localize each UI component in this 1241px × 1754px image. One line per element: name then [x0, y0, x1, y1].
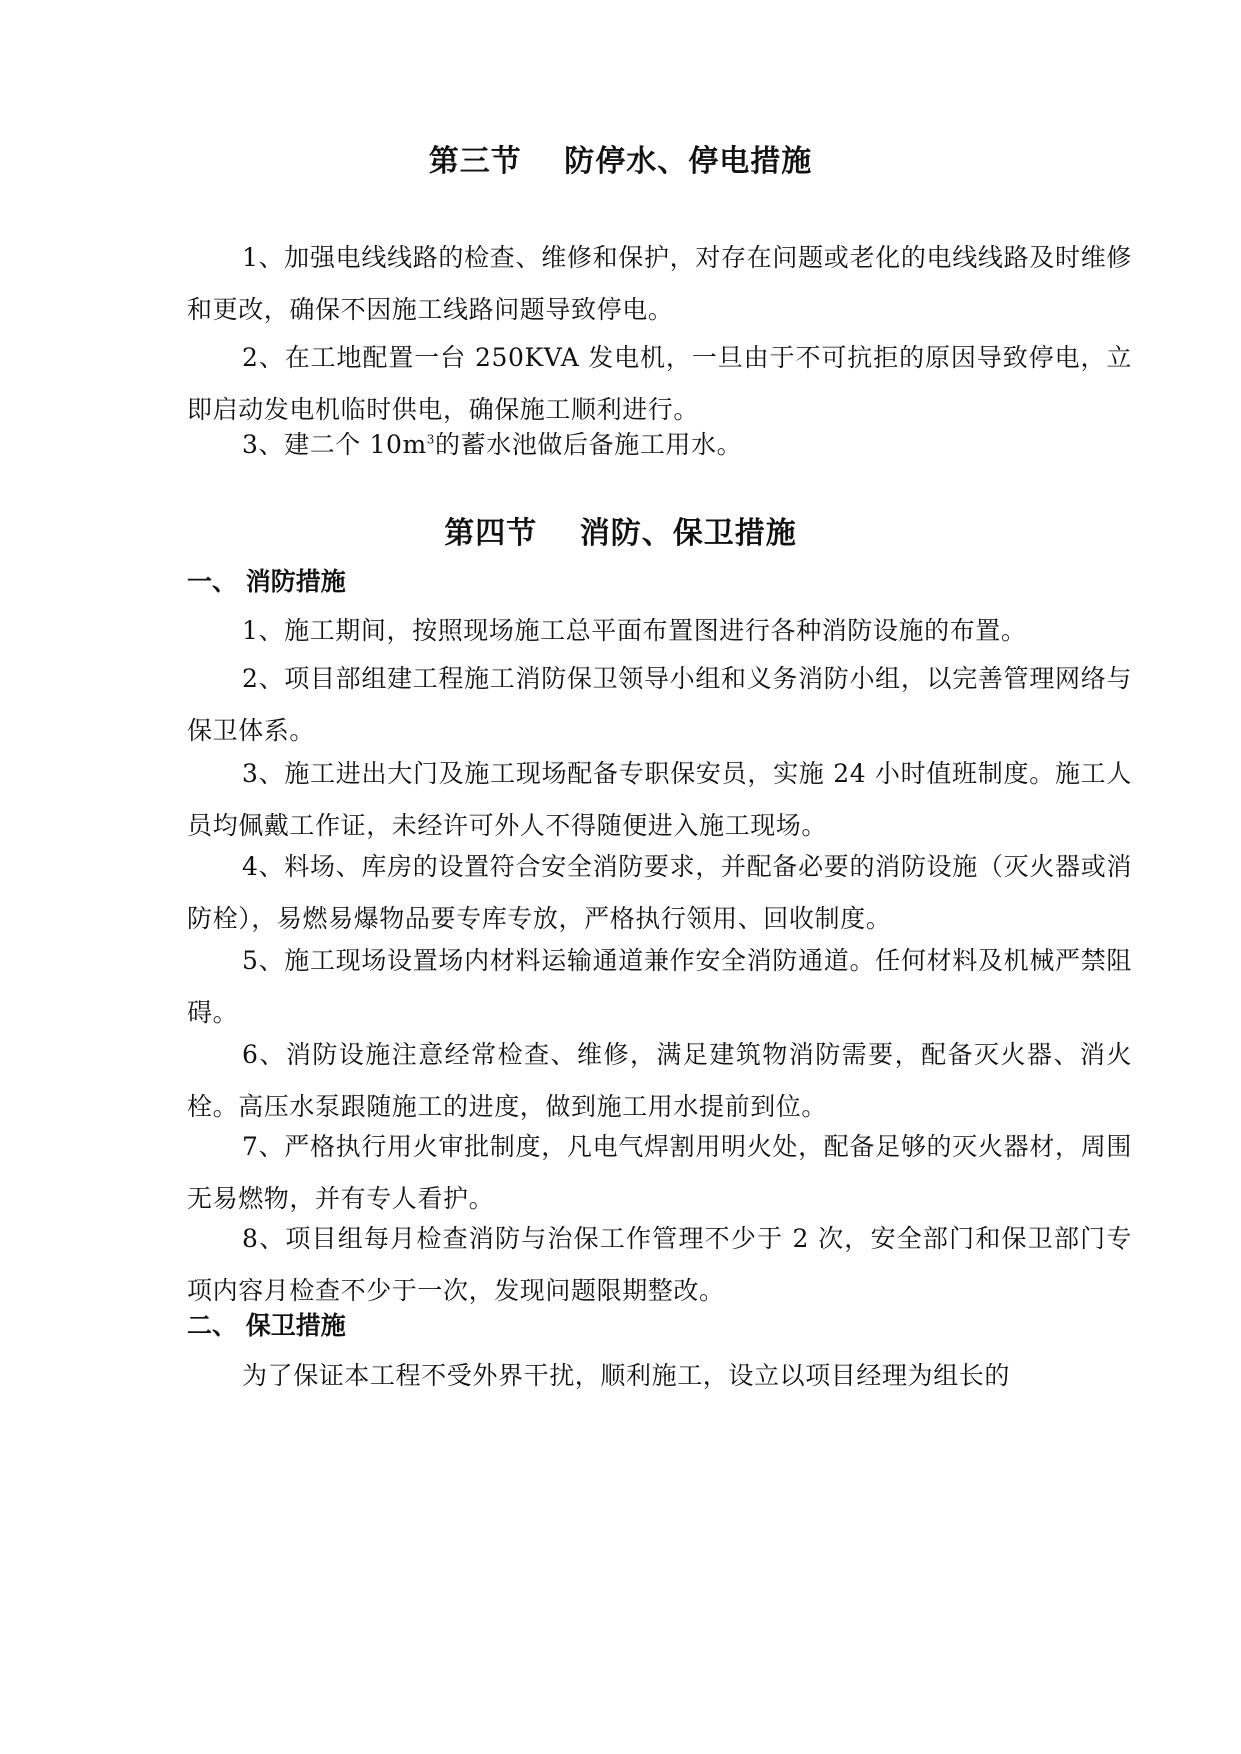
fire-item-1: 1、施工期间，按照现场施工总平面布置图进行各种消防设施的布置。: [242, 616, 1027, 645]
fire-item-7: 7、严格执行用火审批制度，凡电气焊割用明火处，配备足够的灭火器材，周围无易燃物，并有专人看护。: [187, 1132, 1132, 1213]
section-3-item-3: [187, 419, 1132, 471]
section-3-item-3-text-b: 的蓄水池做后备施工用水。: [435, 430, 743, 459]
fire-item-2: 2、项目部组建工程施工消防保卫领导小组和义务消防小组，以完善管理网络与保卫体系。: [187, 664, 1132, 745]
fire-item-3: 3、施工进出大门及施工现场配备专职保安员，实施 24 小时值班制度。施工人员均佩戴工作证，未经许可外人不得随便进入施工现场。: [187, 759, 1132, 840]
section-4-title: 第四节 消防、保卫措施: [444, 516, 797, 551]
cubic-superscript: 3: [426, 432, 436, 447]
section-3-item-1: 1、加强电线线路的检查、维修和保护，对存在问题或老化的电线线路及时维修和更改，确保不因施工线路问题导致停电。: [187, 243, 1132, 324]
section-3-item-3-text-a: 3、建二个 10m: [242, 430, 427, 459]
fire-item-4: 4、料场、库房的设置符合安全消防要求，并配备必要的消防设施（灭火器或消防栓），易燃易爆物品要专库专放，严格执行领用、回收制度。: [187, 852, 1132, 933]
security-intro: 为了保证本工程不受外界干扰，顺利施工，设立以项目经理为组长的: [242, 1361, 1011, 1390]
fire-measures-heading: 一、 消防措施: [187, 567, 346, 596]
section-3-title: 第三节 防停水、停电措施: [428, 144, 813, 179]
fire-item-5: 5、施工现场设置场内材料运输通道兼作安全消防通道。任何材料及机械严禁阻碍。: [187, 946, 1132, 1027]
fire-item-6: 6、消防设施注意经常检查、维修，满足建筑物消防需要，配备灭火器、消火栓。高压水泵跟随施工的进度，做到施工用水提前到位。: [187, 1040, 1132, 1121]
section-3-item-2: 2、在工地配置一台 250KVA 发电机，一旦由于不可抗拒的原因导致停电，立即启动发电机临时供电，确保施工顺利进行。: [187, 343, 1132, 424]
fire-item-8: 8、项目组每月检查消防与治保工作管理不少于 2 次，安全部门和保卫部门专项内容月检查不少于一次，发现问题限期整改。: [187, 1224, 1132, 1305]
security-measures-heading: 二、 保卫措施: [187, 1311, 346, 1340]
